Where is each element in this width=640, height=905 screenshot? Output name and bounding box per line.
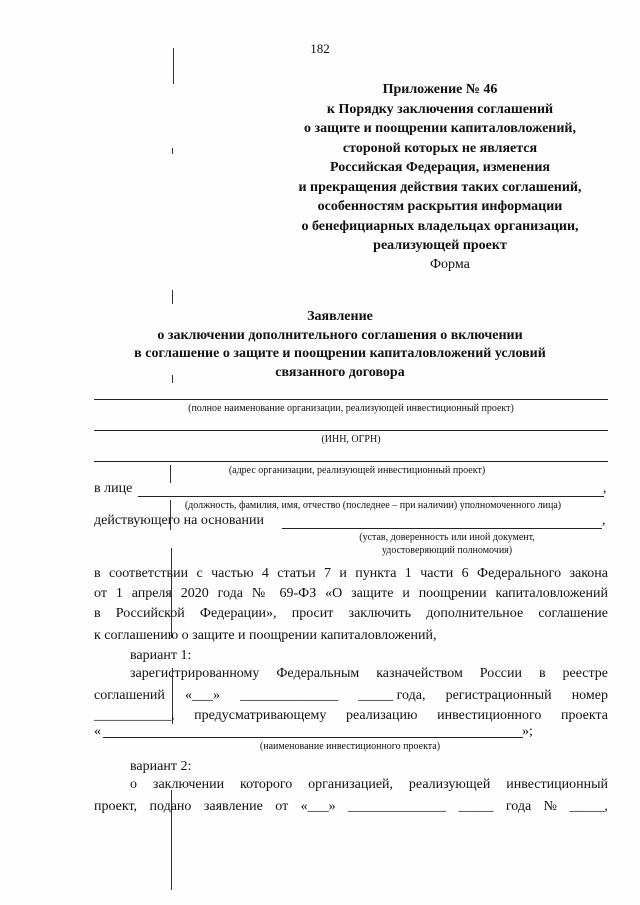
appendix-line: к Порядку заключения соглашений (326, 101, 554, 117)
org-name-caption: (полное наименование организации, реализующей инвестиционный проект) (188, 403, 514, 414)
text-fragment: инвестиционного (437, 708, 542, 723)
basis-caption-1: (устав, доверенность или иной документ, (359, 532, 535, 543)
title-line: о заключении дополнительного соглашения о включении (157, 327, 523, 343)
in-person-field[interactable] (138, 496, 604, 497)
text-fragment: заявление (203, 799, 263, 814)
appendix-line: особенностям раскрытия информации (317, 199, 563, 214)
body-line: в Российской Федерации», просит заключить дополнительное соглашение (94, 606, 608, 621)
number-sign: № (543, 799, 557, 814)
comma: , (602, 513, 606, 528)
inn-ogrn-caption: (ИНН, ОГРН) (321, 434, 381, 445)
org-name-field[interactable] (94, 399, 608, 400)
in-person-caption: (должность, фамилия, имя, отчество (последнее – при наличии) уполномоченного лица) (184, 500, 562, 511)
variant-2-line (94, 797, 608, 817)
variant-1-line (94, 686, 608, 706)
page-number: 182 (310, 41, 330, 56)
text-fragment: регистрационный (445, 688, 552, 703)
form-label: Форма (430, 257, 470, 272)
basis-label: действующего на основании (94, 513, 265, 528)
body-line: в соответствии с частью 4 статьи 7 и пункта 1 части 6 Федерального закона (94, 566, 608, 581)
month-blank[interactable]: ______________ (240, 688, 339, 703)
day-blank[interactable]: «___» (300, 799, 336, 814)
body-line: от 1 апреля 2020 года № 69-ФЗ «О защите и поощрении капиталовложений (94, 586, 608, 601)
text-fragment: от (275, 799, 289, 814)
variant-1-label: вариант 1: (130, 648, 192, 663)
day-blank[interactable]: «___» (185, 688, 220, 703)
year-blank[interactable]: _____ года, (358, 688, 426, 703)
variant-2-line: о заключении которого организацией, реализующей инвестиционный (130, 777, 608, 792)
text-fragment: номер (571, 688, 608, 703)
appendix-line: реализующей проект (373, 238, 507, 253)
comma: , (603, 481, 607, 496)
address-caption: (адрес организации, реализующей инвестиционный проект) (228, 465, 486, 476)
text-fragment: проекта (561, 708, 608, 723)
title-line: связанного договора (275, 364, 405, 380)
inn-ogrn-field[interactable] (94, 430, 608, 431)
basis-field[interactable] (282, 528, 602, 529)
text-fragment: подано (149, 799, 192, 814)
appendix-line: Приложение № 46 (382, 82, 498, 97)
appendix-line: о защите и поощрении капиталовложений, (304, 121, 576, 136)
basis-caption-2: удостоверяющий полномочия) (381, 545, 513, 556)
in-person-label: в лице (94, 481, 133, 496)
variant-1-line: зарегистрированному Федеральным казначейством России в реестре (130, 666, 608, 681)
project-name-caption: (наименование инвестиционного проекта) (259, 741, 441, 752)
appendix-line: Российская Федерация, изменения (330, 160, 550, 175)
appendix-line: и прекращения действия таких соглашений, (298, 179, 582, 195)
scan-mark (172, 290, 173, 304)
title-line: Заявление (307, 309, 373, 324)
appendix-line: о бенефициарных владельцах организации, (301, 218, 579, 234)
registration-number-blank[interactable]: ___________, (94, 708, 175, 723)
text-fragment: соглашений (94, 688, 165, 703)
year-blank[interactable]: _____ (458, 799, 494, 814)
body-line: к соглашению о защите и поощрении капиталовложений, (94, 628, 437, 643)
text-fragment: предусматривающему (194, 708, 327, 723)
scan-mark (172, 148, 173, 154)
quote-close: »; (522, 724, 533, 739)
month-blank[interactable]: ______________ (348, 799, 447, 814)
application-number-blank[interactable]: _____, (569, 799, 608, 814)
text-fragment: реализацию (346, 708, 418, 723)
appendix-header (250, 80, 630, 256)
document-title (60, 308, 620, 382)
text-fragment: проект, (94, 799, 138, 814)
appendix-line: стороной которых не является (342, 140, 538, 156)
address-field[interactable] (94, 461, 608, 462)
text-fragment: года (505, 799, 532, 814)
project-name-field[interactable] (103, 737, 523, 738)
variant-2-label: вариант 2: (130, 759, 192, 774)
title-line: в соглашение о защите и поощрении капиталовложений условий (134, 346, 546, 361)
quote-open: « (94, 724, 101, 739)
